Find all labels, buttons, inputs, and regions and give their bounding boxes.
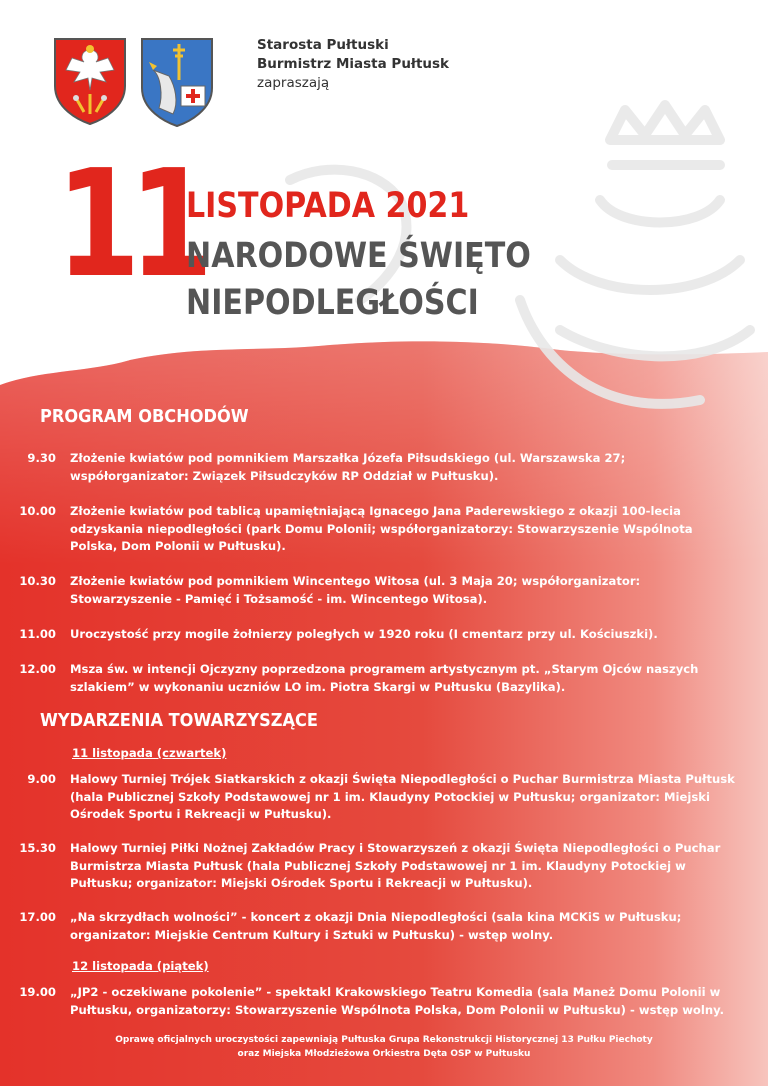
program-text: Msza św. w intencji Ojczyzny poprzedzona programem artystycznym pt. „Starym Ojców naszych szlakiem” w wykonaniu uczniów LO im. Piotra Skargi w Pułtusku (Bazylika).: [70, 662, 699, 694]
event-time: 15.30: [19, 841, 56, 855]
program-text: Złożenie kwiatów pod tablicą upamiętniającą Ignacego Jana Paderewskiego z okazji 100-lecia odzyskania niepodległości (park Domu Polonii; współorganizatorzy: Stowarzyszenie Wspólnota Polska, Dom Polonii w Pułtusku).: [70, 504, 693, 553]
event-time: 9.00: [27, 772, 56, 786]
program-text: Złożenie kwiatów pod pomnikiem Wincentego Witosa (ul. 3 Maja 20; współorganizator: Stowarzyszenie - Pamięć i Tożsamość - im. Wincentego Witosa).: [70, 574, 641, 606]
event-time: 17.00: [19, 910, 56, 924]
events-day-2: 12 listopada (piątek): [72, 959, 209, 973]
program-time: 12.00: [19, 662, 56, 676]
big-day-number: 11: [56, 138, 202, 310]
footer-note: [0, 1033, 768, 1061]
program-time: 10.30: [19, 574, 56, 588]
organizer-1: Starosta Pułtuski: [257, 37, 389, 53]
event-text: „JP2 - oczekiwane pokolenie” - spektakl Krakowskiego Teatru Komedia (sala Maneż Domu Polonii w Pułtusku, organizatorzy: Stowarzyszenie Wspólnota Polska, Dom Polonii w Pułtusku) - wstęp wolny.: [70, 985, 725, 1017]
town-coat-of-arms-icon: [139, 36, 215, 128]
title-holiday: [186, 233, 531, 327]
organizer-2: Burmistrz Miasta Pułtusk: [257, 56, 450, 72]
footer-line-2: oraz Miejska Młodzieżowa Orkiestra Dęta OSP w Pułtusku: [237, 1049, 531, 1059]
title-month-year: LISTOPADA 2021: [186, 186, 470, 226]
footer-line-1: Oprawę oficjalnych uroczystości zapewniają Pułtuska Grupa Rekonstrukcji Historycznej 13 Pułku Piechoty: [115, 1035, 653, 1045]
organizers: [257, 36, 449, 93]
program-heading: PROGRAM OBCHODÓW: [40, 406, 249, 427]
event-text: Halowy Turniej Trójek Siatkarskich z okazji Święta Niepodległości o Puchar Burmistrza Miasta Pułtusk (hala Publicznej Szkoły Podstawowej nr 1 im. Klaudyny Potockiej w Pułtusku; organizator: Miejski Ośrodek Sportu i Rekreacji w Pułtusku).: [70, 772, 735, 821]
event-text: Halowy Turniej Piłki Nożnej Zakładów Pracy i Stowarzyszeń z okazji Święta Niepodległości o Puchar Burmistrza Miasta Pułtusk (hala Publicznej Szkoły Podstawowej nr 1 im. Klaudyny Potockiej w Pułtusku; organizator: Miejski Ośrodek Sportu i Rekreacji w Pułtusku).: [70, 841, 721, 890]
events-day-1: 11 listopada (czwartek): [72, 746, 227, 760]
invite-text: zapraszają: [257, 75, 330, 91]
county-coat-of-arms-icon: [52, 36, 128, 126]
program-time: 9.30: [27, 451, 56, 465]
event-time: 19.00: [19, 985, 56, 999]
title-line-2: NARODOWE ŚWIĘTO: [186, 236, 531, 276]
events-heading: WYDARZENIA TOWARZYSZĄCE: [40, 710, 319, 731]
program-time: 11.00: [19, 627, 56, 641]
title-line-3: NIEPODLEGŁOŚCI: [186, 283, 479, 323]
program-text: Uroczystość przy mogile żołnierzy poległych w 1920 roku (I cmentarz przy ul. Kościuszki).: [70, 627, 658, 641]
program-text: Złożenie kwiatów pod pomnikiem Marszałka Józefa Piłsudskiego (ul. Warszawska 27; współorganizator: Związek Piłsudczyków RP Oddział w Pułtusku).: [70, 451, 626, 483]
program-time: 10.00: [19, 504, 56, 518]
event-text: „Na skrzydłach wolności” - koncert z okazji Dnia Niepodległości (sala kina MCKiS w Pułtusku; organizator: Miejskie Centrum Kultury i Sztuki w Pułtusku) - wstęp wolny.: [70, 910, 682, 942]
